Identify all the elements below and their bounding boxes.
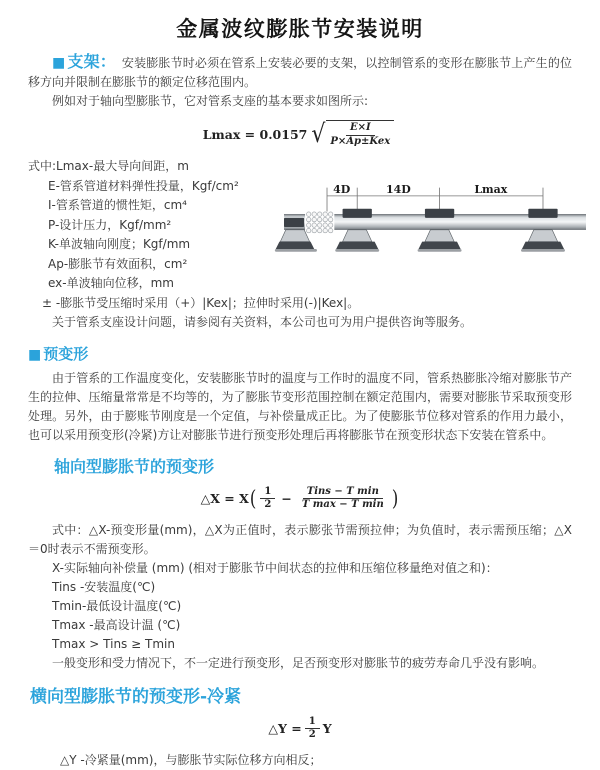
tmin-definition-line: Tmin-最低设计温度(℃) [52, 598, 182, 613]
lateral-dy-definition-line: △Y -冷紧量(mm)，与膨胀节实际位移方向相反； [60, 752, 322, 767]
dim-label-14d: 14D [386, 183, 411, 197]
subsection-heading-axial: 轴向型膨胀节的预变形 [54, 456, 215, 476]
definition-line: K-单波轴向刚度；Kgf/mm [48, 237, 191, 251]
dim-label-lmax: Lmax [474, 183, 508, 197]
consulting-note-line: 关于管系支座设计问题，请参阅有关资料，本公司也可为用户提供咨询等服务。 [52, 314, 473, 329]
definition-line: I-管系管道的惯性矩，cm⁴ [48, 198, 187, 212]
one-half-fraction [305, 716, 320, 742]
pipe-support-diagram-svg [284, 183, 586, 271]
open-paren: ( [249, 486, 257, 511]
section-heading-predeform [28, 343, 572, 364]
minus-sign: − [281, 491, 292, 506]
pipe-support-diagram [268, 183, 586, 294]
definition-line: P-设计压力，Kgf/mm² [48, 217, 172, 232]
definition-line: 式中:Lmax-最大导向间距，m [28, 159, 189, 173]
support-example-line: 例如对于轴向型膨胀节，它对管系支座的基本要求如图所示: [52, 94, 369, 108]
definition-line: Ap-膨胀节有效面积，cm² [48, 256, 188, 271]
tmax-definition-line: Tmax -最高设计温 (℃) [52, 617, 181, 632]
subsection-heading-lateral: 横向型膨胀节的预变形-冷紧 [30, 686, 242, 707]
temperature-numerator: Tins − T min [303, 486, 383, 500]
lmax-formula [28, 120, 572, 148]
axial-predeform-formula [28, 486, 572, 512]
lmax-formula-numerator: E×I [346, 122, 375, 136]
axial-explain-line: 式中：△X-预变形量(mm)，△X为正值时，表示膨张节需预拉伸；为负值时，表示需预压缩；△X＝0时表示不需预变形。 [28, 522, 572, 556]
temperature-order-line: Tmax > Tins ≥ Tmin [52, 636, 175, 651]
support-intro-paragraph [28, 52, 572, 92]
half-numerator: 1 [260, 486, 275, 500]
axial-formula-lhs: △X = X [200, 491, 249, 506]
page-title: 金属波纹膨胀节安装说明 [176, 17, 424, 41]
lateral-formula-rhs: Y [322, 721, 332, 736]
plusminus-rule-line: ± -膨胀节受压缩时采用（+）|Kex|；拉伸时采用(-)|Kex|。 [42, 295, 360, 310]
tins-definition-line: Tins -安装温度(℃) [52, 579, 156, 594]
lateral-predeform-formula [28, 716, 572, 742]
dim-label-4d: 4D [333, 183, 351, 197]
axial-x-definition-line: X-实际轴向补偿量 (mm) (相对于膨胀节中间状态的拉伸和压缩位移量绝对值之和)： [52, 560, 498, 575]
half-denominator: 2 [264, 499, 272, 510]
lateral-formula-lhs: △Y = [268, 721, 302, 736]
lmax-formula-lhs: Lmax = 0.0157 [202, 126, 308, 142]
blue-square-icon: ■ [28, 346, 42, 363]
section-heading-support: 支架： [67, 52, 116, 71]
lmax-formula-denominator: P×Ap±Kex [330, 135, 391, 147]
half-numerator: 1 [305, 716, 320, 730]
blue-square-icon: ■ [52, 55, 66, 71]
predeform-heading-text: 预变形 [43, 344, 89, 363]
definition-line: E-管系管道材料弹性投量，Kgf/cm² [48, 178, 239, 193]
definitions-and-diagram [28, 157, 572, 294]
temperature-denominator: T max − T min [301, 499, 384, 510]
close-paren: ) [391, 486, 399, 511]
lmax-formula-fraction [326, 120, 394, 148]
predeform-paragraph: 由于管系的工作温度变化，安装膨胀节时的温度与工作时的温度不同，管系热膨胀冷缩对膨胀节产生的拉伸、压缩量常常是不均等的，为了膨胀节变形范围控制在额定范围内，需要对膨胀节采取预变形处理。另外，由于膨账节刚度是一个定值，与补偿量成正比。为了使膨胀节位移对管系的作用力最小，也可以采用预变形(冷紧)方让对膨胀节进行预变形处理后再将膨胀节在预变形状态下安装在管系中。 [28, 370, 572, 442]
half-denominator: 2 [308, 729, 316, 740]
support-intro-text: 安装膨胀节时必须在管系上安装必要的支架，以控制管系的变形在膨胀节上产生的位移方向并限制在膨胀节的额定位移范围内。 [28, 56, 572, 89]
one-half-fraction [260, 486, 275, 512]
temperature-ratio-fraction [298, 486, 388, 512]
radical-sign: √ [311, 119, 326, 149]
definition-line: ex-单波轴向位移，mm [48, 276, 174, 290]
symbol-definitions-list [28, 157, 268, 294]
axial-note-line: 一般变形和受力情况下，不一定进行预变形，足否预变形对膨胀节的疲劳寿命几乎没有影响。 [52, 655, 545, 670]
bellows [305, 211, 334, 233]
